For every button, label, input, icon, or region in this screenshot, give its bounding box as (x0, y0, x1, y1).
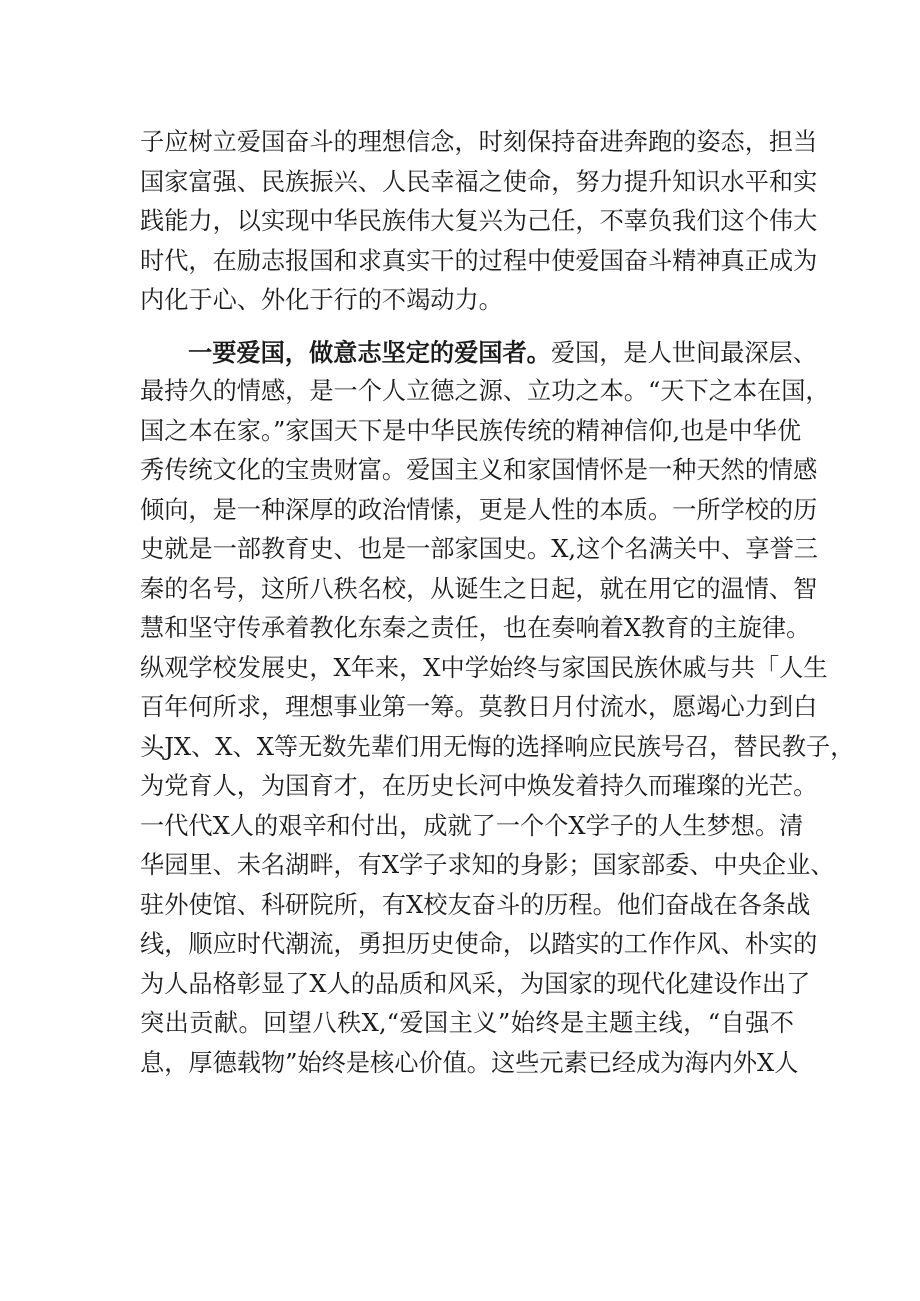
paragraph-line: 驻外使馆、科研院所，有X校友奋斗的历程。他们奋战在各条战 (140, 890, 811, 919)
paragraph-line: 子应树立爱国奋斗的理想信念，时刻保持奋进奔跑的姿态，担当 (140, 128, 818, 156)
paragraph-line: 突出贡献。回望八秩X,“爱国主义”始终是主题主线，“自强不 (140, 1009, 794, 1037)
paragraph-line: 息，厚德载物”始终是核心价值。这些元素已经成为海内外X人 (140, 1048, 799, 1077)
paragraph-line: 为人品格彰显了X人的品质和风采，为国家的现代化建设作出了 (140, 969, 811, 998)
paragraph-line: 头JX、X、X等无数先辈们用无悔的选择响应民族号召，替民教子， (140, 732, 855, 761)
paragraph-line: 倾向，是一种深厚的政治情愫，更是人性的本质。一所学校的历 (140, 495, 818, 524)
paragraph-line: 秦的名号，这所八秩名校，从诞生之日起，就在用它的温情、智 (140, 574, 818, 603)
paragraph-line: 秀传统文化的宝贵财富。爱国主义和家国情怀是一种天然的情感 (140, 456, 818, 484)
paragraph-line: 百年何所求，理想事业第一筹。莫教日月付流水，愿竭心力到白 (140, 693, 818, 721)
section-heading: 一要爱国，做意志坚定的爱国者。 (188, 337, 551, 367)
paragraph-line: 史就是一部教育史、也是一部家国史。X,这个名满关中、享誉三 (140, 535, 818, 563)
paragraph-line: 最持久的情感，是一个人立德之源、立功之本。“天下之本在国， (140, 377, 830, 405)
paragraph-line: 时代，在励志报国和求真实干的过程中使爱国奋斗精神真正成为 (140, 246, 818, 275)
paragraph-line: 践能力，以实现中华民族伟大复兴为己任，不辜负我们这个伟大 (140, 207, 818, 235)
paragraph-line: 国家富强、民族振兴、人民幸福之使命，努力提升知识水平和实 (140, 167, 818, 196)
document-page (140, 123, 855, 1083)
paragraph-line: 为党育人，为国育才，在历史长河中焕发着持久而璀璨的光芒。 (140, 772, 818, 800)
paragraph-line: 内化于心、外化于行的不竭动力。 (140, 286, 503, 314)
paragraph-line: 慧和坚守传承着教化东秦之责任，也在奏响着X教育的主旋律。 (140, 614, 811, 642)
paragraph-2 (140, 333, 855, 1084)
paragraph-first-line (140, 333, 817, 373)
paragraph-1 (140, 123, 818, 321)
paragraph-line: 华园里、未名湖畔，有X学子求知的身影；国家部委、中央企业、 (140, 851, 835, 879)
paragraph-line: 一代代X人的艰辛和付出，成就了一个个X学子的人生梦想。清 (140, 811, 804, 840)
first-line-text: 爱国，是人世间最深层、 (550, 338, 817, 367)
paragraph-line: 纵观学校发展史，X年来，X中学始终与家国民族休戚与共「人生 (140, 653, 828, 682)
paragraph-line: 线，顺应时代潮流，勇担历史使命，以踏实的工作作风、朴实的 (140, 930, 818, 958)
paragraph-line: 国之本在家。”家国天下是中华民族传统的精神信仰,也是中华优 (140, 416, 802, 445)
